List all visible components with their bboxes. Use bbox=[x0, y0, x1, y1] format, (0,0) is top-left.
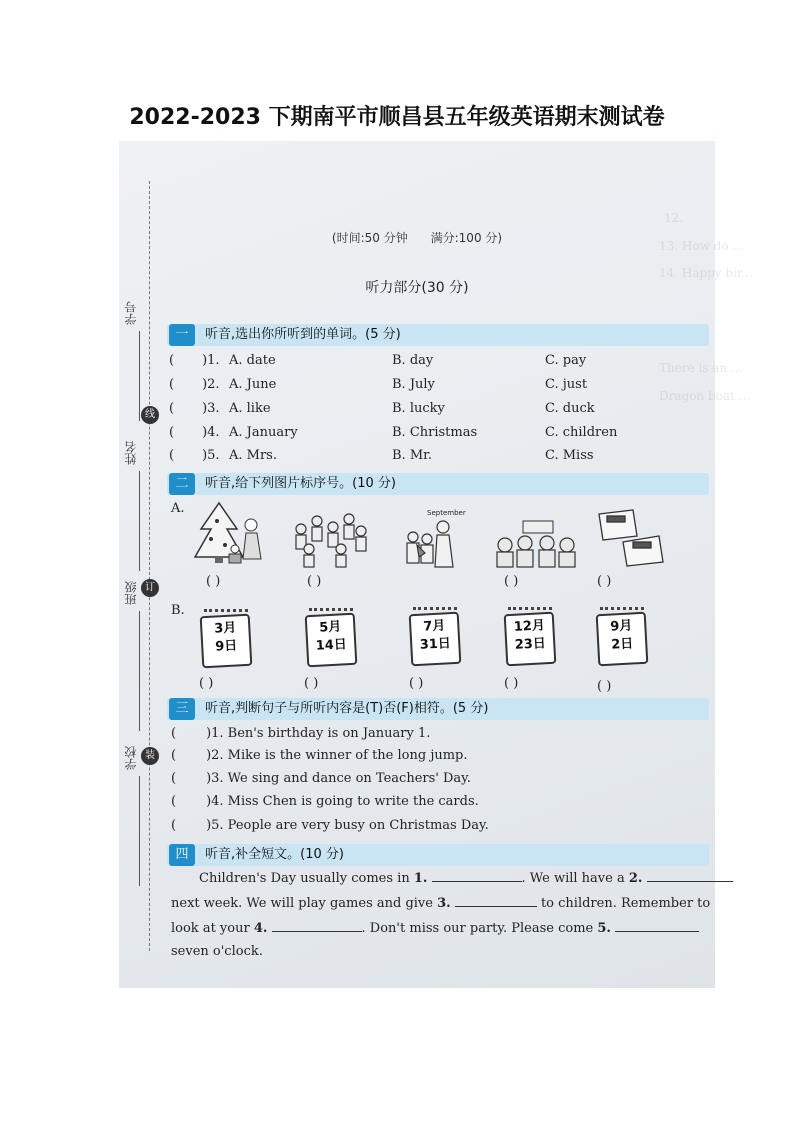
option-c: C. children bbox=[545, 425, 618, 440]
option-c: C. Miss bbox=[545, 448, 594, 463]
list-item: ( )5. People are very busy on Christmas Day. bbox=[171, 818, 489, 833]
calendar-month: 9月 bbox=[609, 618, 633, 635]
option-a: A. June bbox=[229, 377, 277, 392]
option-a: A. Mrs. bbox=[229, 448, 277, 463]
group-a-label: A. bbox=[171, 501, 185, 516]
list-item: ( )3. We sing and dance on Teachers' Day. bbox=[171, 771, 471, 786]
class-label: 班级 bbox=[124, 581, 138, 605]
student-number-blank bbox=[139, 331, 140, 421]
christmas-family-picture bbox=[191, 499, 266, 567]
option-b: B. Mr. bbox=[392, 448, 433, 463]
option-b: B. Christmas bbox=[392, 425, 478, 440]
class-blank bbox=[139, 611, 140, 731]
list-item: ( )1. A. date B. day C. pay bbox=[169, 353, 587, 368]
statement-text: )5. People are very busy on Christmas Day. bbox=[206, 818, 489, 833]
option-c: C. just bbox=[545, 377, 588, 392]
student-number-label: 学号 bbox=[124, 301, 138, 325]
passage-line: look at your 4. . Don't miss our party. Please come 5. bbox=[171, 921, 699, 936]
answer-paren: ( ) bbox=[206, 574, 221, 589]
document-title: 2022-2023 下期南平市顺昌县五年级英语期末测试卷 bbox=[129, 105, 665, 130]
binding-mark-xian: 线 bbox=[141, 406, 159, 424]
passage-line: seven o'clock. bbox=[171, 944, 263, 959]
section4-title: 听音,补全短文。(10 分) bbox=[205, 847, 344, 862]
calendar-month: 5月 bbox=[318, 619, 342, 636]
part-title: 听力部分(30 分) bbox=[365, 280, 469, 296]
answer-blank-4[interactable] bbox=[272, 931, 362, 932]
list-item: ( )2. Mike is the winner of the long jump. bbox=[171, 748, 468, 763]
calendar-day: 23日 bbox=[514, 636, 547, 653]
list-item: ( )5. A. Mrs. B. Mr. C. Miss bbox=[169, 448, 594, 463]
answer-blank-5[interactable] bbox=[615, 931, 699, 932]
option-c: C. duck bbox=[545, 401, 595, 416]
answer-blank-3[interactable] bbox=[455, 906, 537, 907]
section2-title: 听音,给下列图片标序号。(10 分) bbox=[205, 476, 396, 491]
section3-number: 三 bbox=[169, 698, 195, 720]
item-number: )1. bbox=[202, 353, 220, 368]
passage-line: next week. We will play games and give 3. to children. Remember to bbox=[171, 896, 711, 911]
calendar-day: 2日 bbox=[610, 636, 634, 653]
option-c: C. pay bbox=[545, 353, 587, 368]
full-score: 满分:100 分) bbox=[430, 231, 503, 245]
section4-number: 四 bbox=[169, 844, 195, 866]
calendar-card bbox=[597, 607, 647, 665]
option-a: A. like bbox=[229, 401, 271, 416]
statement-text: )4. Miss Chen is going to write the cards. bbox=[206, 794, 479, 809]
item-number: )5. bbox=[202, 448, 220, 463]
answer-paren: ( ) bbox=[504, 676, 519, 691]
item-number: )2. bbox=[202, 377, 220, 392]
option-a: A. date bbox=[229, 353, 276, 368]
september-caption: September bbox=[427, 509, 466, 517]
passage-line: Children's Day usually comes in 1. . We will have a 2. bbox=[199, 871, 733, 886]
school-label: 学校 bbox=[124, 746, 138, 770]
exam-meta bbox=[119, 229, 715, 246]
answer-blank-2[interactable] bbox=[647, 881, 733, 882]
item-number: )3. bbox=[202, 401, 220, 416]
section1-title: 听音,选出你所听到的单词。(5 分) bbox=[205, 327, 401, 342]
answer-paren: ( ) bbox=[597, 574, 612, 589]
list-item: ( )4. A. January B. Christmas C. children bbox=[169, 425, 618, 440]
option-a: A. January bbox=[229, 425, 298, 440]
list-item: ( )4. Miss Chen is going to write the cards. bbox=[171, 794, 479, 809]
calendar-card bbox=[306, 608, 356, 666]
group-b-label: B. bbox=[171, 603, 185, 618]
option-b: B. day bbox=[392, 353, 434, 368]
section2-number: 二 bbox=[169, 473, 195, 495]
answer-paren: ( ) bbox=[597, 679, 612, 694]
answer-paren: ( ) bbox=[304, 676, 319, 691]
children-group-picture bbox=[289, 511, 369, 569]
statement-text: )3. We sing and dance on Teachers' Day. bbox=[206, 771, 471, 786]
calendar-month: 3月 bbox=[213, 620, 237, 637]
option-b: B. July bbox=[392, 377, 435, 392]
school-blank bbox=[139, 776, 140, 886]
calendar-day: 9日 bbox=[214, 638, 238, 655]
name-blank bbox=[139, 471, 140, 571]
list-item: ( )3. A. like B. lucky C. duck bbox=[169, 401, 595, 416]
calendar-card bbox=[410, 607, 460, 665]
binding-mark-ding: 订 bbox=[141, 579, 159, 597]
answer-blank-1[interactable] bbox=[432, 881, 522, 882]
answer-paren: ( ) bbox=[199, 676, 214, 691]
calendar-day: 14日 bbox=[315, 637, 348, 654]
answer-paren: ( ) bbox=[409, 676, 424, 691]
childrens-day-picture bbox=[491, 519, 583, 569]
greeting-cards-picture bbox=[589, 506, 669, 568]
list-item: ( )1. Ben's birthday is on January 1. bbox=[171, 726, 431, 741]
option-b: B. lucky bbox=[392, 401, 445, 416]
statement-text: )2. Mike is the winner of the long jump. bbox=[206, 748, 468, 763]
list-item: ( )2. A. June B. July C. just bbox=[169, 377, 588, 392]
name-label: 姓名 bbox=[124, 441, 138, 465]
time-limit: (时间:50 分钟 bbox=[331, 231, 408, 245]
section1-number: 一 bbox=[169, 324, 195, 346]
calendar-day: 31日 bbox=[419, 636, 452, 653]
calendar-month: 12月 bbox=[513, 618, 546, 635]
answer-paren: ( ) bbox=[504, 574, 519, 589]
answer-paren: ( ) bbox=[307, 574, 322, 589]
section3-title: 听音,判断句子与所听内容是(T)否(F)相符。(5 分) bbox=[205, 701, 489, 716]
calendar-card bbox=[505, 607, 555, 665]
item-number: )4. bbox=[202, 425, 220, 440]
calendar-card bbox=[201, 609, 251, 667]
teachers-day-picture bbox=[399, 519, 459, 569]
exam-photo: 12. 13. How do ... 14. Happy bir... There is an ... Dragon boat ... 学号 线 姓名 订 班级 装 学校 (时间:50 分钟 满分:100 分) 听力部分(30 分) 一 听音,选出你所听到的单词。(5 分) ( )1. A. date B. day C. pay ( )2. A. June B. July C. just ( )3. A. like B. lucky C. duck ( )4. A. January B. Christmas C. children ( )5. A. Mrs. B. Mr. C. Miss 二 听音,给下列图片标序号。(10 分) A. ( ) ( ) September ( ) ( ) B. 3月 9日 ( ) 5月 14日 ( ) 7月 31日 ( ) 12月 23日 ( ) 9月 2日 ( ) 三 听音,判断句子与所听内容是(T)否(F)相符。(5 分) ( )1. Ben's birthday is on January 1. ( )2. Mike is the winner of the long jump. ( )3. We sing and dance on Teachers' Day. ( )4. Miss Chen is going to write the cards. ( )5. People are very busy on Christmas Day. 四 听音,补全短文。(10 分) Children's Day usually comes in 1. . We will have a 2. next week. We will play games and give 3. to children. Remember to look at your 4. . Don't miss our party. Please come 5. seven o'clock. bbox=[119, 141, 715, 988]
binding-mark-zhuang: 装 bbox=[141, 747, 159, 765]
statement-text: )1. Ben's birthday is on January 1. bbox=[206, 726, 431, 741]
calendar-month: 7月 bbox=[422, 618, 446, 635]
